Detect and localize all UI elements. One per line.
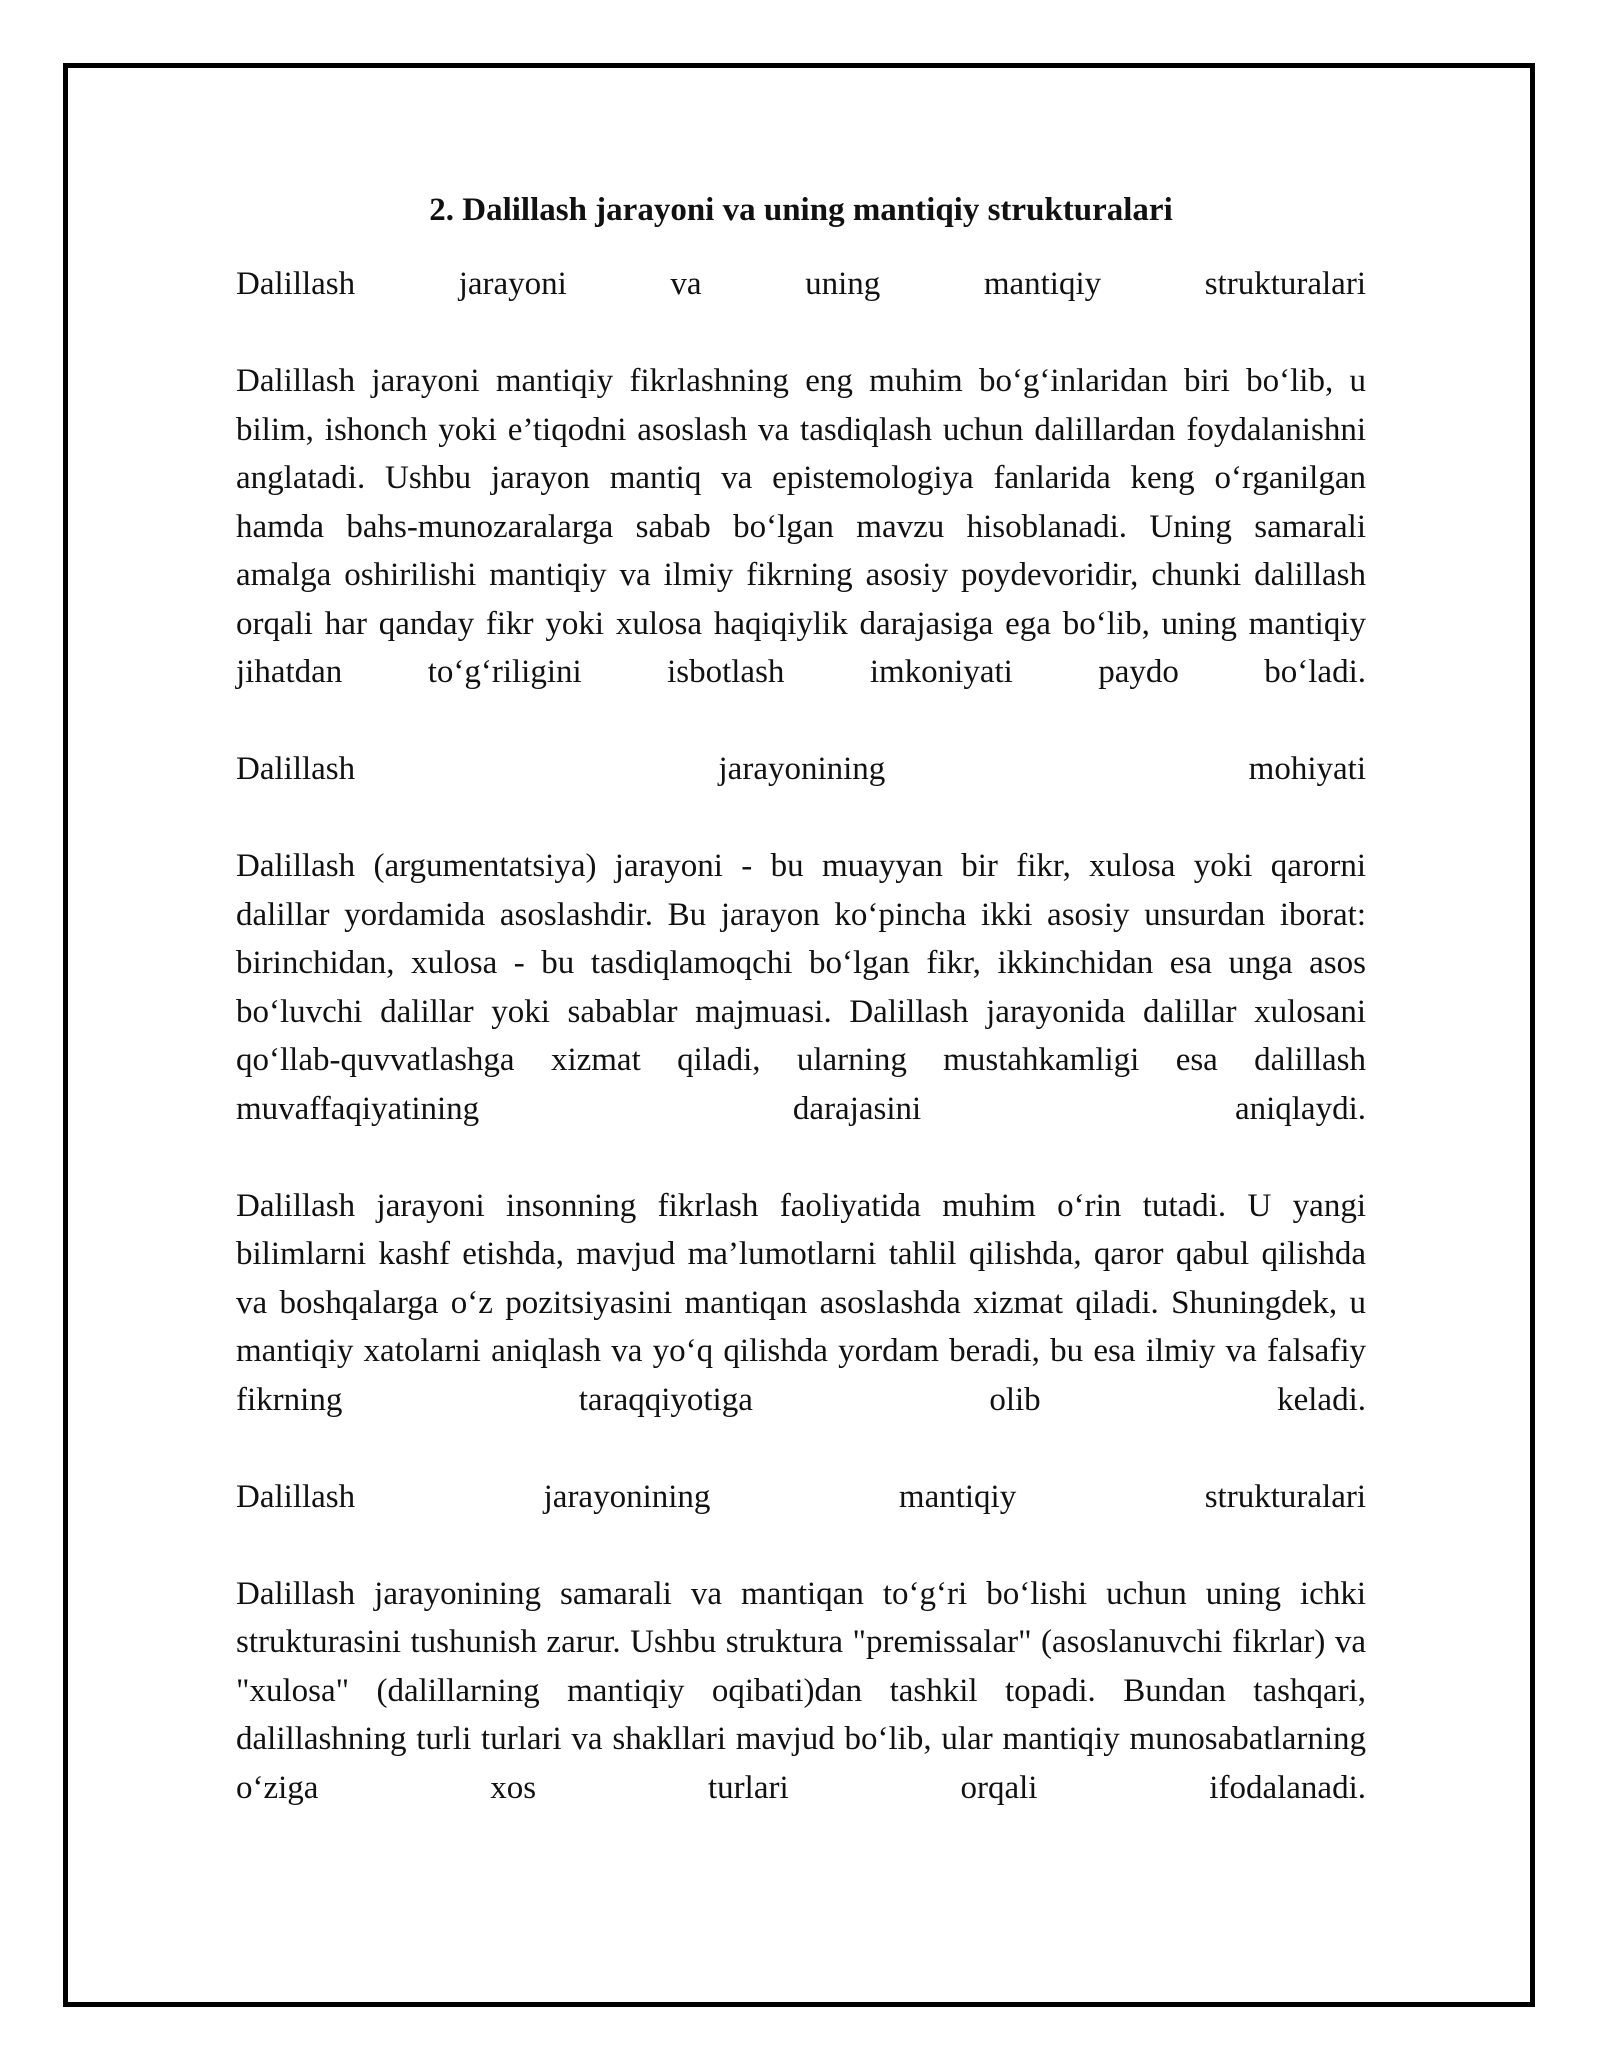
section-heading-3: Dalillash jarayonining mantiqiy strukturalari <box>236 1478 1366 1515</box>
paragraph-structure: Dalillash jarayonining samarali va mantiqan to‘g‘ri bo‘lishi uchun uning ichki strukturasini tushunish zarur. Ushbu struktura "premissalar" (asoslanuvchi fikrlar) va "xulosa" (dalillarning mantiqiy oqibati)dan tashkil topadi. Bundan tashqari, dalillashning turli turlari va shakllari mavjud bo‘lib, ular mantiqiy munosabatlarning o‘ziga xos turlari orqali ifodalanadi. <box>236 1575 1366 1806</box>
paragraph-intro: Dalillash jarayoni mantiqiy fikrlashning eng muhim bo‘g‘inlaridan biri bo‘lib, u bilim, ishonch yoki e’tiqodni asoslash va tasdiqlash uchun dalillardan foydalanishni anglatadi. Ushbu jarayon mantiq va epistemologiya fanlarida keng o‘rganilgan hamda bahs-munozaralarga sabab bo‘lgan mavzu hisoblanadi. Uning samarali amalga oshirilishi mantiqiy va ilmiy fikrning asosiy poydevoridir, chunki dalillash orqali har qanday fikr yoki xulosa haqiqiylik darajasiga ega bo‘lib, uning mantiqiy jihatdan to‘g‘riligini isbotlash imkoniyati paydo bo‘ladi. <box>236 363 1366 690</box>
document-title: 2. Dalillash jarayoni va uning mantiqiy strukturalari <box>429 192 1173 228</box>
section-heading-2: Dalillash jarayonining mohiyati <box>236 751 1366 787</box>
section-heading-1: Dalillash jarayoni va uning mantiqiy strukturalari <box>236 266 1366 302</box>
document-body <box>236 186 1366 1861</box>
paragraph-essence: Dalillash (argumentatsiya) jarayoni - bu muayyan bir fikr, xulosa yoki qarorni dalillar yordamida asoslashdir. Bu jarayon ko‘pincha ikki asosiy unsurdan iborat: birinchidan, xulosa - bu tasdiqlamoqchi bo‘lgan fikr, ikkinchidan esa unga asos bo‘luvchi dalillar yoki sabablar majmuasi. Dalillash jarayonida dalillar xulosani qo‘llab-quvvatlashga xizmat qiladi, ularning mustahkamligi esa dalillash muvaffaqiyatining darajasini aniqlaydi. <box>236 848 1366 1127</box>
paragraph-role: Dalillash jarayoni insonning fikrlash faoliyatida muhim o‘rin tutadi. U yangi bilimlarni kashf etishda, mavjud ma’lumotlarni tahlil qilishda, qaror qabul qilishda va boshqalarga o‘z pozitsiyasini mantiqan asoslashda xizmat qiladi. Shuningdek, u mantiqiy xatolarni aniqlash va yo‘q qilishda yordam beradi, bu esa ilmiy va falsafiy fikrning taraqqiyotiga olib keladi. <box>236 1187 1366 1418</box>
